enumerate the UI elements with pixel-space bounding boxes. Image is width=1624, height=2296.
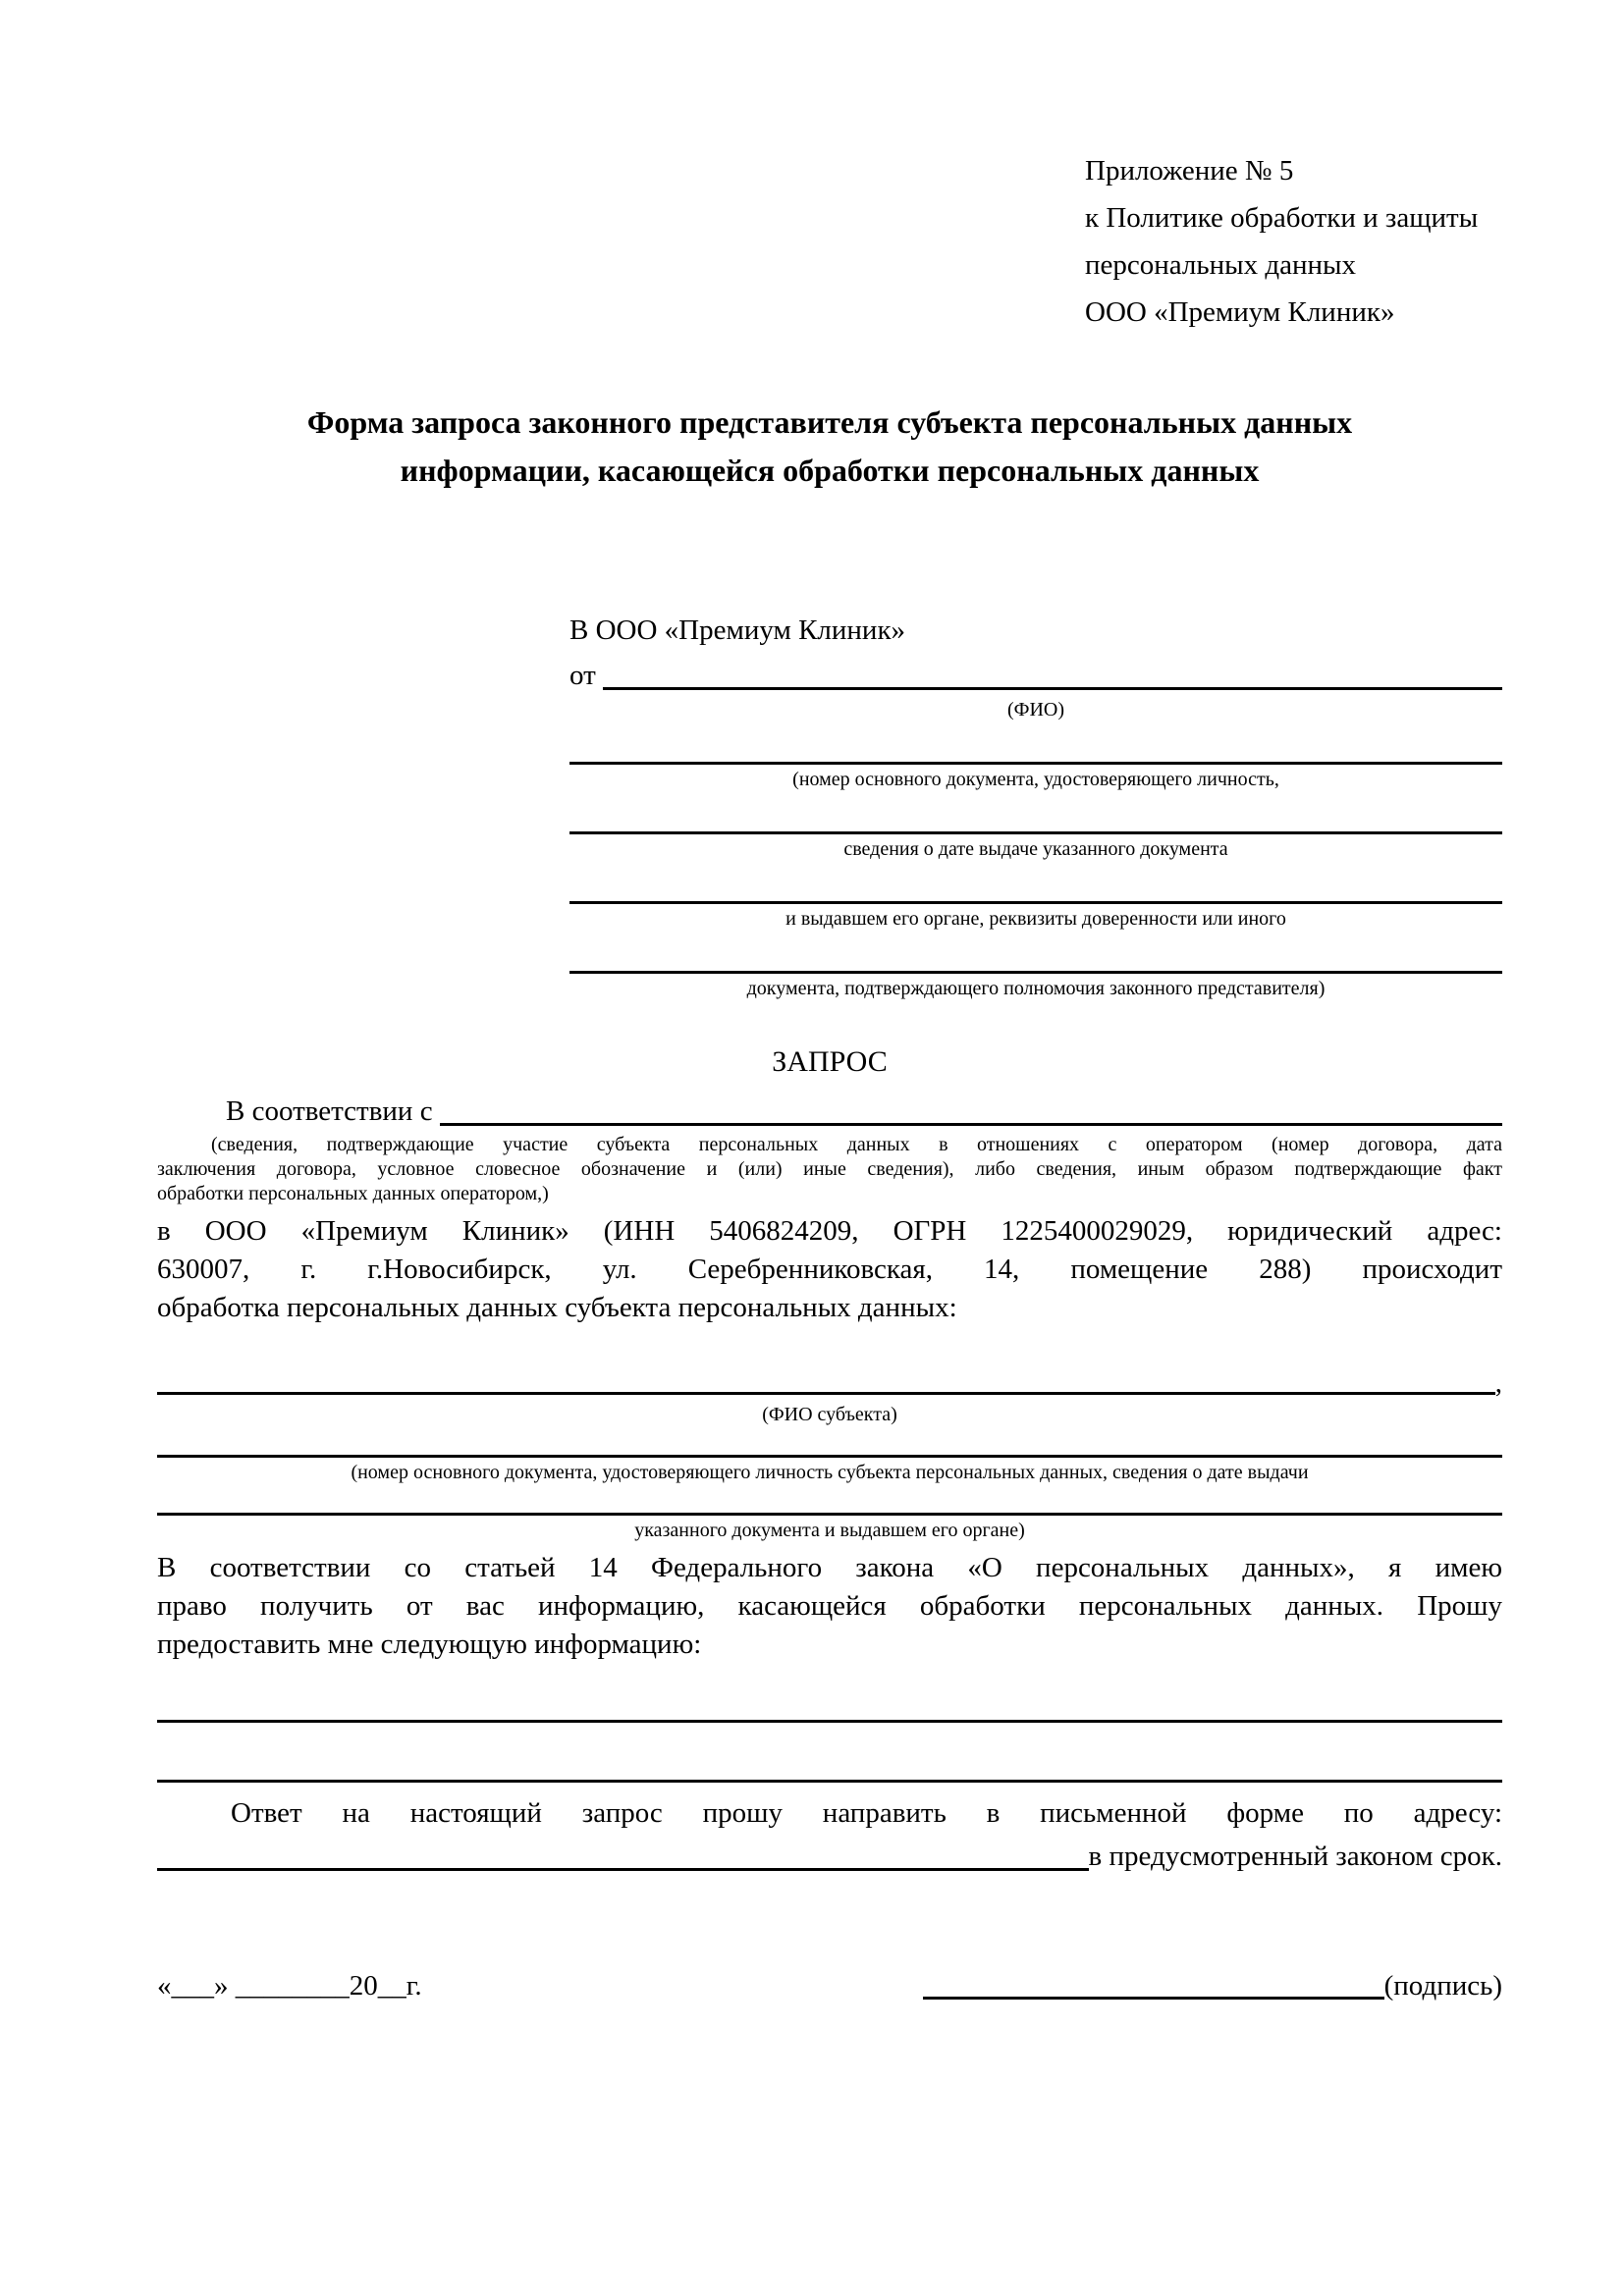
appendix-line: ООО «Премиум Клиник» — [1085, 296, 1395, 328]
addressee-block — [569, 611, 1502, 1001]
field-caption-subject-doc2: указанного документа и выдавшем его органе) — [634, 1520, 1025, 1541]
appendix-line: Приложение № 5 — [1085, 155, 1294, 187]
blank-line — [157, 1720, 1502, 1723]
intro-label: В соответствии с — [226, 1095, 440, 1127]
field-caption-subject-fio: (ФИО субъекта) — [762, 1404, 897, 1425]
field-caption: (номер основного документа, удостоверяющего личность, — [792, 769, 1279, 790]
intro-note-line: заключения договора, условное словесное обозначение и (или) иные сведения), либо сведения, иным образом подтверждающие факт — [157, 1158, 1502, 1180]
law-paragraph-line: право получить от вас информацию, касающейся обработки персональных данных. Прошу — [157, 1590, 1502, 1622]
intro-note — [157, 1133, 1502, 1206]
response-paragraph — [157, 1794, 1502, 1833]
operator-paragraph-line: 630007, г. г.Новосибирск, ул. Серебренниковская, 14, помещение 288) происходит — [157, 1254, 1502, 1285]
law-paragraph — [157, 1549, 1502, 1664]
trailing-comma: , — [1494, 1367, 1502, 1399]
addressee-from-row — [569, 656, 1502, 695]
intro-note-line: (сведения, подтверждающие участие субъекта персональных данных в отношениях с оператором (номер договора, дата — [211, 1134, 1502, 1155]
field-caption-subject-doc1: (номер основного документа, удостоверяющего личность субъекта персональных данных, сведения о дате выдачи — [351, 1462, 1309, 1483]
blank-line — [569, 831, 1502, 834]
law-paragraph-line: предоставить мне следующую информацию: — [157, 1629, 702, 1660]
response-tail: в предусмотренный законом срок. — [1088, 1841, 1502, 1872]
intro-note-line: обработки персональных данных оператором,) — [157, 1183, 549, 1204]
request-heading: ЗАПРОС — [772, 1045, 888, 1078]
blank-line — [569, 971, 1502, 974]
document-title-line1: Форма запроса законного представителя субъекта персональных данных — [306, 404, 1353, 440]
address-blank-line — [157, 1868, 1089, 1871]
fio-blank-line — [603, 687, 1502, 690]
appendix-line: к Политике обработки и защиты — [1085, 202, 1479, 234]
response-paragraph-line: Ответ на настоящий запрос прошу направить в письменной форме по адресу: — [231, 1797, 1502, 1829]
blank-line — [569, 762, 1502, 765]
field-caption: документа, подтверждающего полномочия законного представителя) — [746, 978, 1326, 999]
document-title-line2: информации, касающейся обработки персональных данных — [400, 453, 1260, 488]
subject-fio-row — [157, 1366, 1502, 1400]
appendix-line: персональных данных — [1085, 249, 1357, 281]
subject-fio-blank-line — [157, 1392, 1495, 1395]
footer-row — [157, 1966, 1502, 2005]
response-address-row — [157, 1837, 1502, 1876]
from-label: от — [569, 660, 604, 691]
field-caption-fio: (ФИО) — [1006, 699, 1064, 721]
law-paragraph-line: В соответствии со статьей 14 Федерального закона «О персональных данных», я имею — [157, 1552, 1502, 1583]
appendix-header — [1085, 147, 1502, 336]
blank-line — [157, 1455, 1502, 1458]
document-title — [157, 399, 1502, 495]
signature-blank-line — [923, 1997, 1384, 2000]
signature-caption: (подпись) — [1383, 1970, 1502, 2002]
operator-paragraph-line: в ООО «Премиум Клиник» (ИНН 5406824209, ОГРН 1225400029029, юридический адрес: — [157, 1215, 1502, 1247]
field-caption: и выдавшем его органе, реквизиты доверенности или иного — [785, 908, 1286, 930]
operator-paragraph — [157, 1212, 1502, 1327]
operator-paragraph-line: обработка персональных данных субъекта персональных данных: — [157, 1292, 957, 1323]
signature-group — [923, 1966, 1502, 2005]
blank-line — [157, 1780, 1502, 1783]
date-line: «___» ________20__г. — [157, 1970, 422, 2002]
blank-line — [157, 1513, 1502, 1516]
field-caption: сведения о дате выдаче указанного документа — [843, 838, 1228, 860]
intro-blank-line — [440, 1123, 1502, 1126]
blank-line — [569, 901, 1502, 904]
addressee-to: В ООО «Премиум Клиник» — [569, 614, 906, 646]
intro-row — [157, 1092, 1502, 1131]
